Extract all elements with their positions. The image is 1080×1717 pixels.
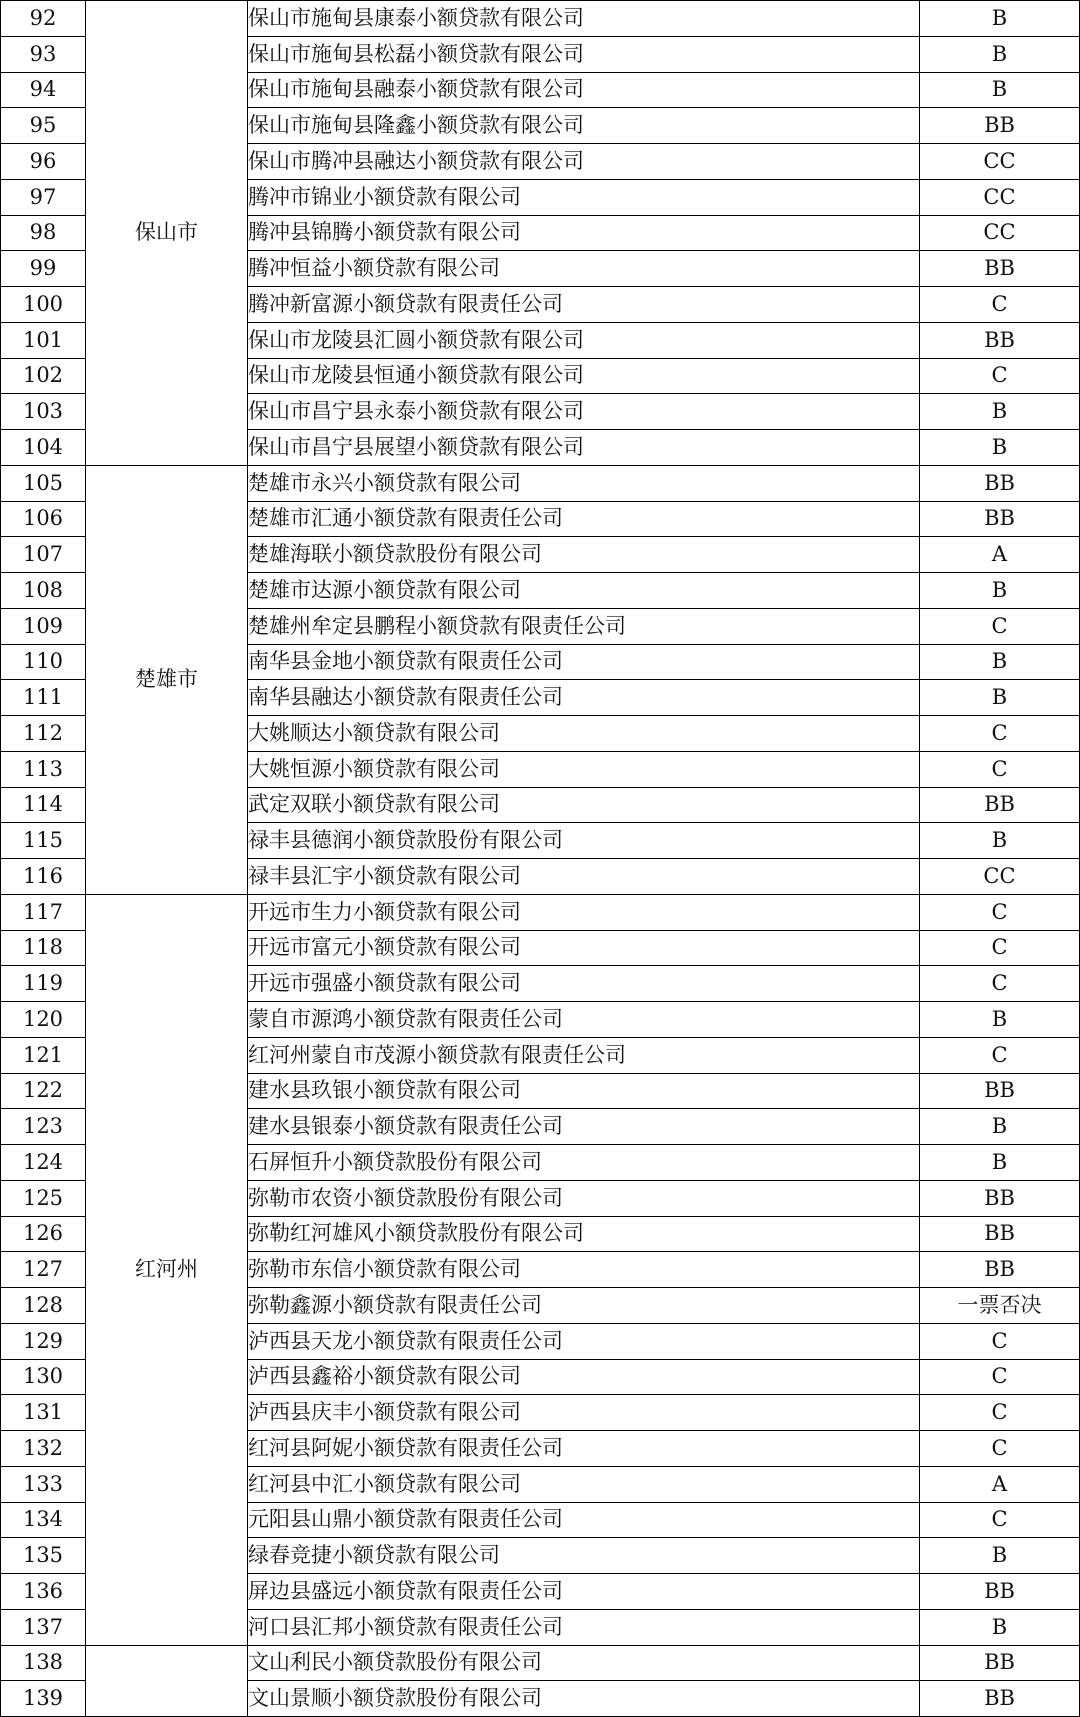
- rating-grade: CC: [920, 144, 1080, 180]
- row-number: 136: [1, 1574, 86, 1610]
- row-number: 96: [1, 144, 86, 180]
- row-number: 103: [1, 394, 86, 430]
- company-name: 南华县金地小额贷款有限责任公司: [248, 644, 920, 680]
- row-number: 110: [1, 644, 86, 680]
- region-cell: 楚雄市: [86, 465, 248, 894]
- rating-grade: CC: [920, 859, 1080, 895]
- rating-grade: BB: [920, 1073, 1080, 1109]
- company-name: 保山市昌宁县展望小额贷款有限公司: [248, 430, 920, 466]
- company-name: 石屏恒升小额贷款股份有限公司: [248, 1145, 920, 1181]
- table-row: [1, 1, 1080, 37]
- row-number: 99: [1, 251, 86, 287]
- rating-grade: C: [920, 358, 1080, 394]
- row-number: 93: [1, 36, 86, 72]
- row-number: 129: [1, 1323, 86, 1359]
- rating-grade: B: [920, 644, 1080, 680]
- company-name: 弥勒市东信小额贷款有限公司: [248, 1252, 920, 1288]
- row-number: 100: [1, 287, 86, 323]
- rating-grade: C: [920, 1323, 1080, 1359]
- rating-grade: C: [920, 1395, 1080, 1431]
- rating-grade: A: [920, 537, 1080, 573]
- company-name: 文山利民小额贷款股份有限公司: [248, 1645, 920, 1681]
- rating-grade: B: [920, 573, 1080, 609]
- rating-grade: 一票否决: [920, 1288, 1080, 1324]
- row-number: 114: [1, 787, 86, 823]
- company-name: 河口县汇邦小额贷款有限责任公司: [248, 1609, 920, 1645]
- row-number: 113: [1, 751, 86, 787]
- company-name: 保山市施甸县融泰小额贷款有限公司: [248, 72, 920, 108]
- company-name: 南华县融达小额贷款有限责任公司: [248, 680, 920, 716]
- row-number: 109: [1, 608, 86, 644]
- table-row: [1, 1645, 1080, 1681]
- company-name: 楚雄海联小额贷款股份有限公司: [248, 537, 920, 573]
- row-number: 112: [1, 716, 86, 752]
- company-name: 腾冲市锦业小额贷款有限公司: [248, 179, 920, 215]
- company-name: 保山市施甸县松磊小额贷款有限公司: [248, 36, 920, 72]
- company-name: 元阳县山鼎小额贷款有限责任公司: [248, 1502, 920, 1538]
- rating-grade: C: [920, 966, 1080, 1002]
- company-name: 泸西县鑫裕小额贷款有限公司: [248, 1359, 920, 1395]
- company-name: 红河县中汇小额贷款有限公司: [248, 1466, 920, 1502]
- row-number: 127: [1, 1252, 86, 1288]
- company-name: 建水县银泰小额贷款有限责任公司: [248, 1109, 920, 1145]
- company-name: 弥勒鑫源小额贷款有限责任公司: [248, 1288, 920, 1324]
- rating-grade: B: [920, 72, 1080, 108]
- company-name: 红河县阿妮小额贷款有限责任公司: [248, 1431, 920, 1467]
- rating-grade: C: [920, 894, 1080, 930]
- rating-grade: BB: [920, 1681, 1080, 1717]
- company-name: 泸西县天龙小额贷款有限责任公司: [248, 1323, 920, 1359]
- row-number: 124: [1, 1145, 86, 1181]
- row-number: 107: [1, 537, 86, 573]
- row-number: 123: [1, 1109, 86, 1145]
- region-cell: [86, 1645, 248, 1717]
- company-name: 屏边县盛远小额贷款有限责任公司: [248, 1574, 920, 1610]
- company-name: 绿春竞捷小额贷款有限公司: [248, 1538, 920, 1574]
- rating-grade: CC: [920, 179, 1080, 215]
- rating-grade: C: [920, 1502, 1080, 1538]
- company-name: 大姚恒源小额贷款有限公司: [248, 751, 920, 787]
- company-name: 楚雄市永兴小额贷款有限公司: [248, 465, 920, 501]
- row-number: 106: [1, 501, 86, 537]
- rating-grade: C: [920, 1037, 1080, 1073]
- company-name: 保山市腾冲县融达小额贷款有限公司: [248, 144, 920, 180]
- company-name: 开远市生力小额贷款有限公司: [248, 894, 920, 930]
- rating-grade: C: [920, 930, 1080, 966]
- row-number: 98: [1, 215, 86, 251]
- table-row: [1, 465, 1080, 501]
- rating-grade: B: [920, 823, 1080, 859]
- company-name: 保山市施甸县隆鑫小额贷款有限公司: [248, 108, 920, 144]
- rating-grade: B: [920, 1609, 1080, 1645]
- rating-grade: B: [920, 430, 1080, 466]
- rating-grade: BB: [920, 465, 1080, 501]
- company-name: 大姚顺达小额贷款有限公司: [248, 716, 920, 752]
- row-number: 122: [1, 1073, 86, 1109]
- company-name: 楚雄市汇通小额贷款有限责任公司: [248, 501, 920, 537]
- company-name: 文山景顺小额贷款股份有限公司: [248, 1681, 920, 1717]
- rating-grade: BB: [920, 322, 1080, 358]
- rating-grade: BB: [920, 251, 1080, 287]
- company-name: 建水县玖银小额贷款有限公司: [248, 1073, 920, 1109]
- row-number: 135: [1, 1538, 86, 1574]
- row-number: 105: [1, 465, 86, 501]
- rating-grade: C: [920, 716, 1080, 752]
- row-number: 104: [1, 430, 86, 466]
- rating-grade: BB: [920, 501, 1080, 537]
- row-number: 137: [1, 1609, 86, 1645]
- row-number: 132: [1, 1431, 86, 1467]
- company-name: 禄丰县汇宇小额贷款有限公司: [248, 859, 920, 895]
- row-number: 97: [1, 179, 86, 215]
- row-number: 131: [1, 1395, 86, 1431]
- rating-grade: CC: [920, 215, 1080, 251]
- company-name: 保山市昌宁县永泰小额贷款有限公司: [248, 394, 920, 430]
- row-number: 94: [1, 72, 86, 108]
- company-name: 开远市强盛小额贷款有限公司: [248, 966, 920, 1002]
- rating-grade: BB: [920, 1180, 1080, 1216]
- rating-grade: BB: [920, 1645, 1080, 1681]
- company-name: 保山市施甸县康泰小额贷款有限公司: [248, 1, 920, 37]
- row-number: 95: [1, 108, 86, 144]
- rating-grade: B: [920, 394, 1080, 430]
- rating-grade: B: [920, 1002, 1080, 1038]
- row-number: 92: [1, 1, 86, 37]
- rating-grade: BB: [920, 787, 1080, 823]
- company-name: 楚雄市达源小额贷款有限公司: [248, 573, 920, 609]
- rating-grade: B: [920, 1145, 1080, 1181]
- row-number: 108: [1, 573, 86, 609]
- row-number: 118: [1, 930, 86, 966]
- company-name: 蒙自市源鸿小额贷款有限责任公司: [248, 1002, 920, 1038]
- row-number: 130: [1, 1359, 86, 1395]
- row-number: 120: [1, 1002, 86, 1038]
- region-cell: 红河州: [86, 894, 248, 1645]
- company-name: 保山市龙陵县恒通小额贷款有限公司: [248, 358, 920, 394]
- row-number: 101: [1, 322, 86, 358]
- company-name: 开远市富元小额贷款有限公司: [248, 930, 920, 966]
- rating-grade: BB: [920, 1574, 1080, 1610]
- rating-grade: C: [920, 751, 1080, 787]
- company-name: 腾冲恒益小额贷款有限公司: [248, 251, 920, 287]
- row-number: 116: [1, 859, 86, 895]
- row-number: 139: [1, 1681, 86, 1717]
- table-row: [1, 894, 1080, 930]
- row-number: 134: [1, 1502, 86, 1538]
- company-name: 泸西县庆丰小额贷款有限公司: [248, 1395, 920, 1431]
- row-number: 111: [1, 680, 86, 716]
- company-name: 腾冲县锦腾小额贷款有限公司: [248, 215, 920, 251]
- row-number: 102: [1, 358, 86, 394]
- row-number: 138: [1, 1645, 86, 1681]
- rating-grade: C: [920, 608, 1080, 644]
- rating-grade: A: [920, 1466, 1080, 1502]
- row-number: 115: [1, 823, 86, 859]
- rating-grade: B: [920, 1109, 1080, 1145]
- row-number: 133: [1, 1466, 86, 1502]
- row-number: 119: [1, 966, 86, 1002]
- rating-grade: BB: [920, 1252, 1080, 1288]
- rating-grade: C: [920, 1431, 1080, 1467]
- row-number: 121: [1, 1037, 86, 1073]
- rating-grade: B: [920, 1538, 1080, 1574]
- company-name: 腾冲新富源小额贷款有限责任公司: [248, 287, 920, 323]
- rating-grade: C: [920, 287, 1080, 323]
- company-name: 红河州蒙自市茂源小额贷款有限责任公司: [248, 1037, 920, 1073]
- region-cell: 保山市: [86, 1, 248, 466]
- company-name: 禄丰县德润小额贷款股份有限公司: [248, 823, 920, 859]
- table-body: [1, 1, 1080, 1717]
- row-number: 125: [1, 1180, 86, 1216]
- row-number: 126: [1, 1216, 86, 1252]
- rating-grade: B: [920, 680, 1080, 716]
- rating-grade: BB: [920, 108, 1080, 144]
- row-number: 117: [1, 894, 86, 930]
- rating-grade: B: [920, 36, 1080, 72]
- rating-grade: BB: [920, 1216, 1080, 1252]
- row-number: 128: [1, 1288, 86, 1324]
- company-name: 弥勒市农资小额贷款股份有限公司: [248, 1180, 920, 1216]
- company-name: 楚雄州牟定县鹏程小额贷款有限责任公司: [248, 608, 920, 644]
- rating-grade: B: [920, 1, 1080, 37]
- rating-grade: C: [920, 1359, 1080, 1395]
- company-name: 保山市龙陵县汇圆小额贷款有限公司: [248, 322, 920, 358]
- company-name: 弥勒红河雄风小额贷款股份有限公司: [248, 1216, 920, 1252]
- company-name: 武定双联小额贷款有限公司: [248, 787, 920, 823]
